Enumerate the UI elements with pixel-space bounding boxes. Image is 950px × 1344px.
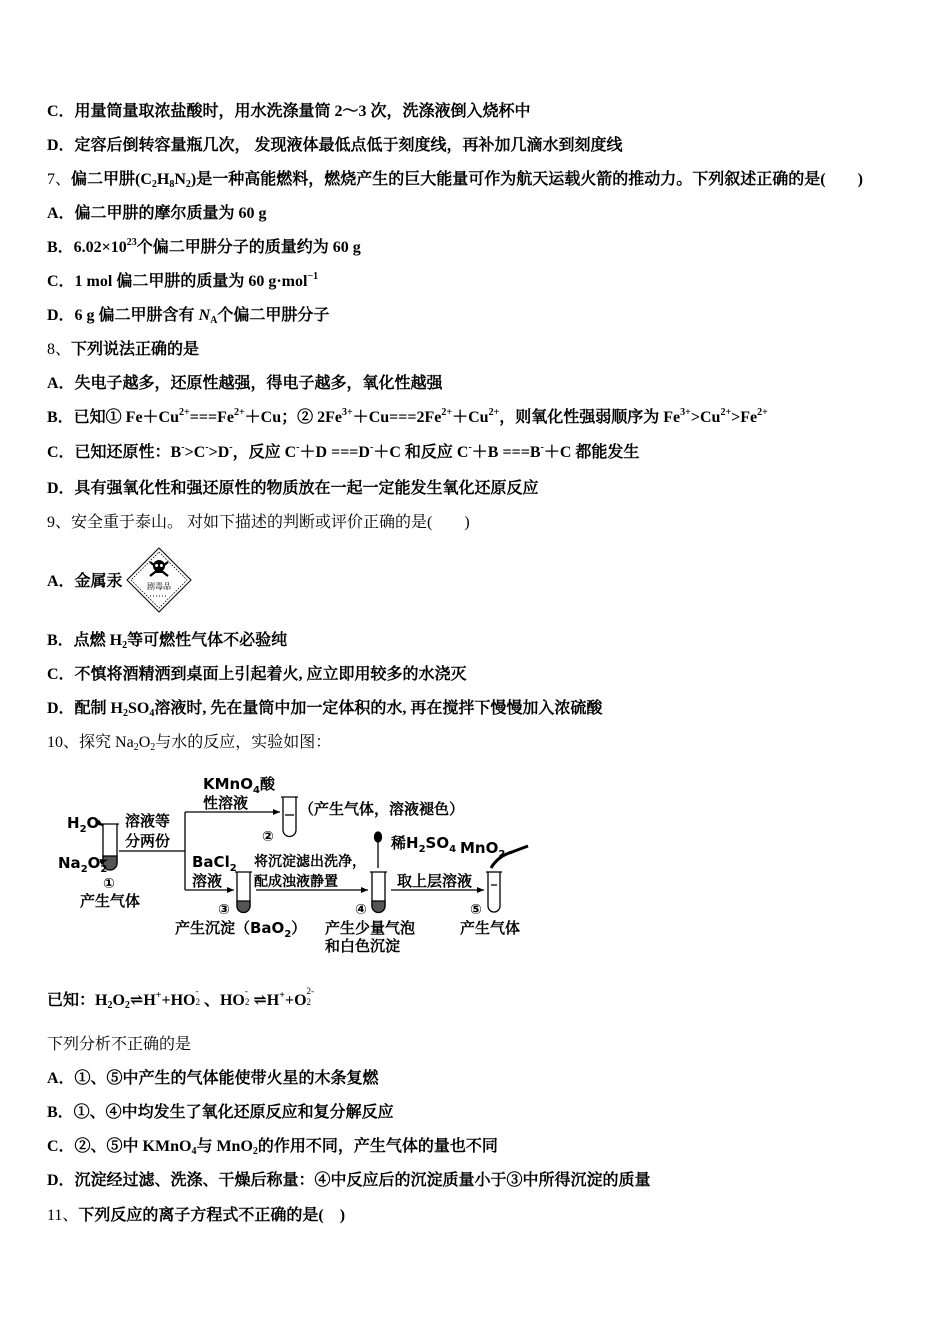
subscript: 2 [122,640,128,651]
split-label-line1: 溶液等 [125,812,171,830]
stem-text: 安全重于泰山。 对如下描述的判断或评价正确的是( ) [71,514,470,531]
superscript: - [468,442,472,453]
option-text: D．配制 H [47,700,124,717]
bacl2-label-line2: 溶液 [192,872,223,890]
subscript: 2 [79,824,87,835]
option-text: 个偏二甲肼分子的质量约为 60 g [136,239,361,256]
superscript: 23 [126,237,137,248]
tube-1-number: ① [103,876,115,892]
subscript: A [210,315,218,326]
formula-text: SO [425,834,450,852]
tube-4-result-line1: 产生少量气泡 [325,919,416,937]
superscript: −1 [307,271,319,282]
option-text: ＋Cu；② 2Fe [244,409,342,426]
test-tube-3-precipitate [237,901,250,913]
subscript: 2 [244,997,250,1007]
bacl2-label [192,853,237,874]
known-text: +O [284,992,307,1009]
superscript: - [369,442,374,453]
mno2-label [460,839,505,860]
charge: - [244,986,248,996]
subscript: 4 [149,708,155,719]
option-text: ===Fe [189,409,234,426]
superscript: - [540,442,544,453]
superscript: + [155,990,162,1001]
stem-text: 下列反应的离子方程式不正确的是( ) [78,1207,346,1224]
tube-5-number: ⑤ [470,902,482,918]
question-number: 8、 [47,341,72,358]
dropper-bulb [375,832,382,842]
option-text: 个偏二甲肼分子 [217,307,330,324]
q7-option-d [47,305,329,327]
subscript: 2 [133,742,139,753]
option-text: >Cu [690,409,721,426]
subscript: 2 [195,997,200,1007]
q8-option-d: D．具有强氧化性和强还原性的物质放在一起一定能发生氧化还原反应 [47,480,539,497]
q10-option-b: B．①、④中均发生了氧化还原反应和复分解反应 [47,1104,394,1121]
subscript: 2 [123,708,129,719]
filter-label-line2: 配成浊液静置 [254,874,338,890]
superscript: 2+ [233,407,245,418]
q6-option-d: D．定容后倒转容量瓶几次， 发现液体最低点低于刻度线，再补加几滴水到刻度线 [47,137,623,154]
q10-prompt: 下列分析不正确的是 [47,1036,192,1053]
experiment-diagram [55,765,535,965]
subscript: 4 [252,785,260,796]
subscript: 2 [80,864,88,875]
subscript: 2 [252,1146,258,1157]
option-text: ＋C 和反应 C [373,444,469,461]
subscript: 4 [449,844,457,855]
option-text: 的作用不同，产生气体的量也不同 [257,1138,498,1155]
option-text: >C [184,444,206,461]
q10-known-equilibria [47,986,314,1012]
subscript: 2 [150,742,156,753]
superscript: 2+ [488,407,500,418]
tube-4-number: ④ [355,902,367,918]
q7-stem [47,169,863,191]
question-number: 7、 [47,171,72,188]
tube-1-result: 产生气体 [80,892,141,910]
q9-option-b [47,630,287,652]
q9-option-c: C．不慎将酒精洒到桌面上引起着火, 应立即用较多的水浇灭 [47,666,467,683]
q10-option-d: D．沉淀经过滤、洗涤、干燥后称量：④中反应后的沉淀质量小于③中所得沉淀的质量 [47,1172,651,1189]
filter-label-line1: 将沉淀滤出洗净， [254,854,366,870]
tube-4-result-line2: 和白色沉淀 [325,937,401,955]
stem-text: N [174,171,186,188]
stem-text: O [138,734,151,751]
option-text: ＋D ===D [299,444,370,461]
stem-text: 偏二甲肼(C [71,171,152,188]
subscript: 2 [284,929,292,940]
known-text: ⇌H [129,992,156,1009]
question-number: 11、 [47,1207,79,1224]
tube-2-number: ② [262,829,274,845]
formula-text: O [86,814,100,832]
option-text: ＋C 都能发生 [543,444,640,461]
supernatant-label: 取上层溶液 [397,872,473,890]
q10-stem [47,732,331,754]
superscript: - [229,442,233,453]
subscript: 2 [229,863,237,874]
q9-stem [47,512,470,534]
subscript: 2 [306,997,312,1007]
subscript: 4 [191,1146,197,1157]
formula-text: BaCl [192,853,230,871]
q8-option-b [47,407,768,429]
charge: 2- [306,986,315,996]
subscript: 2 [185,179,191,190]
test-tube-4-precipitate [372,901,385,913]
formula-text: KMnO [203,775,253,793]
option-text: >D [208,444,230,461]
formula-text: H [67,814,80,832]
test-tube-5 [488,872,500,912]
charge: - [195,986,199,996]
stem-text: 探究 Na [79,734,134,751]
q9-option-d [47,698,602,720]
superscript: - [296,442,300,453]
subscript: 8 [169,179,175,190]
option-text: B．已知① Fe＋Cu [47,409,180,426]
option-text: ＋B ===B [471,444,541,461]
option-text: 溶液时, 先在量筒中加一定体积的水, 再在搅拌下慢慢加入浓硫酸 [154,700,603,717]
q7-option-c [47,271,318,293]
avogadro-symbol: N [198,307,211,324]
kmno4-label-line2: 性溶液 [203,794,249,812]
hazard-label: 剧毒品 [147,582,171,591]
known-text: 、HO [199,992,245,1009]
option-text: >Fe [731,409,758,426]
q9-option-a: A．金属汞 [47,573,123,590]
subscript: 2 [107,1000,113,1011]
water-label [67,814,99,835]
peroxide-label [58,854,107,875]
formula-text: MnO [460,839,499,857]
option-text: 等可燃性气体不必验纯 [127,632,288,649]
known-text: +HO [161,992,196,1009]
tube-2-result: （产生气体，溶液褪色） [299,800,465,818]
stem-text: )是一种高能燃料，燃烧产生的巨大能量可作为航天运载火箭的推动力。下列叙述正确的是( ) [190,171,863,188]
charge-stack [307,986,315,1008]
option-text: SO [128,700,150,717]
superscript: 2+ [720,407,732,418]
stem-text: H [156,171,170,188]
superscript: 2+ [179,407,190,418]
superscript: 2+ [441,407,453,418]
option-text: B．6.02×10 [47,239,127,256]
formula-text: 稀H [391,834,419,852]
superscript: 2+ [757,407,768,418]
subscript: 2 [418,844,426,855]
option-text: C．②、⑤中 KMnO [47,1138,192,1155]
stem-text: 与水的反应，实验如图： [155,734,332,751]
known-text: O [112,992,125,1009]
tube-5-result: 产生气体 [460,919,521,937]
superscript: - [181,442,185,453]
superscript: - [205,442,209,453]
tube-3-number: ③ [218,902,230,918]
formula-text: Na [58,854,81,872]
result-text: 产生沉淀（BaO [175,919,285,937]
q6-option-c: C．用量筒量取浓盐酸时，用水洗涤量筒 2～3 次，洗涤液倒入烧杯中 [47,103,531,120]
formula-text: O [87,854,101,872]
q10-option-c [47,1136,498,1158]
option-text: ，则氧化性强弱顺序为 Fe [499,409,681,426]
subscript: 2 [498,849,506,860]
acid-label [390,834,456,855]
test-tube-2 [283,797,296,837]
superscript: + [279,990,285,1001]
subscript: 2 [100,864,108,875]
q8-option-c [47,442,639,464]
superscript: 3+ [342,407,353,418]
q8-option-a: A．失电子越多，还原性越强，得电子越多，氧化性越强 [47,375,443,392]
stem-text: 下列说法正确的是 [71,341,200,358]
known-text: ⇌H [249,992,280,1009]
result-text: ） [291,919,307,937]
subscript: 2 [151,179,157,190]
q8-stem [47,339,199,361]
q7-option-b [47,237,361,259]
superscript: 3+ [680,407,691,418]
hazard-diamond-outer [127,548,191,612]
toxic-hazard-sign [126,547,192,613]
option-text: C．1 mol 偏二甲肼的质量为 60 g·mol [47,273,308,290]
question-number: 10、 [47,734,80,751]
subscript: 2 [124,1000,130,1011]
q10-option-a: A．①、⑤中产生的气体能使带火星的木条复燃 [47,1070,379,1087]
option-text: ＋Cu [452,409,489,426]
q7-option-a: A．偏二甲肼的摩尔质量为 60 g [47,205,267,222]
kmno4-label [203,775,276,796]
option-text: 与 MnO [196,1138,253,1155]
question-number: 9、 [47,514,72,531]
split-label-line2: 分两份 [125,832,171,850]
q11-stem [47,1205,345,1227]
tube-3-result [175,919,306,940]
option-text: ＋Cu===2Fe [352,409,442,426]
option-text: D．6 g 偏二甲肼含有 [47,307,199,324]
formula-text: 酸 [259,775,275,793]
known-text: 已知：H [47,992,108,1009]
option-text: ，反应 C [232,444,297,461]
option-text: B．点燃 H [47,632,123,649]
option-text: C．已知还原性：B [47,444,182,461]
